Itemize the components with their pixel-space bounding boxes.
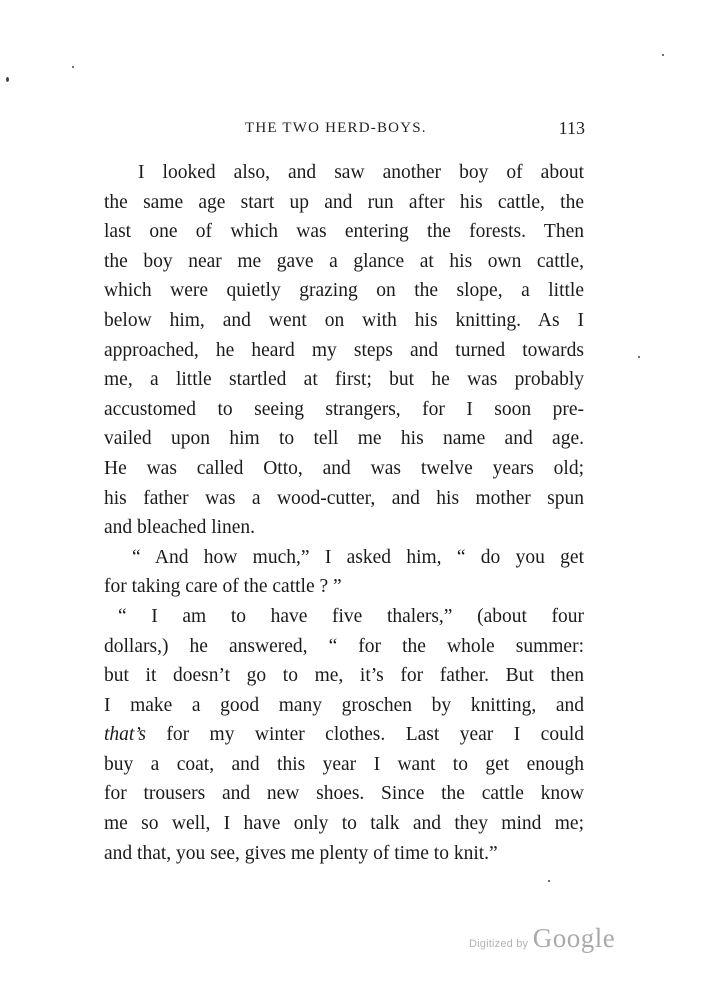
text-line: “ I am to have five thalers,” (about four bbox=[118, 605, 584, 627]
text-line: but it doesn’t go to me, it’s for father. But then bbox=[104, 665, 584, 687]
text-line-with-italic bbox=[104, 720, 584, 750]
text-line: I looked also, and saw another boy of about bbox=[138, 162, 584, 183]
text-line: for taking care of the cattle ? ” bbox=[104, 576, 342, 598]
scan-speck bbox=[638, 356, 640, 358]
scan-speck bbox=[6, 77, 9, 82]
scan-speck bbox=[548, 880, 550, 882]
text-line: me so well, I have only to talk and they mind me; bbox=[104, 813, 584, 835]
text-line: approached, he heard my steps and turned towards bbox=[104, 339, 584, 361]
google-brand: Google bbox=[532, 923, 616, 953]
text-line: I make a good many groschen by knitting, and bbox=[104, 694, 584, 716]
text-line: He was called Otto, and was twelve years old; bbox=[104, 457, 584, 479]
text-line: his father was a wood-cutter, and his mother spun bbox=[104, 487, 584, 509]
running-head bbox=[105, 116, 585, 140]
page-number: 113 bbox=[558, 118, 585, 138]
text-line: “ And how much,” I asked him, “ do you get bbox=[132, 546, 584, 568]
text-line: vailed upon him to tell me his name and age. bbox=[104, 428, 584, 450]
running-title: THE TWO HERD-BOYS. bbox=[245, 120, 427, 136]
text-line: the same age start up and run after his cattle, the bbox=[104, 191, 584, 213]
text-line: and that, you see, gives me plenty of time to knit.” bbox=[104, 842, 498, 864]
text-line: and bleached linen. bbox=[104, 517, 256, 539]
digitized-watermark bbox=[469, 923, 615, 954]
text-line: last one of which was entering the forests. Then bbox=[104, 221, 584, 243]
digitized-prefix: Digitized by bbox=[469, 938, 529, 950]
scan-speck bbox=[72, 66, 74, 68]
text-line: accustomed to seeing strangers, for I soon pre- bbox=[104, 398, 584, 420]
text-line-rest: for my winter clothes. Last year I could bbox=[166, 724, 584, 746]
text-line: buy a coat, and this year I want to get enough bbox=[104, 753, 584, 775]
text-line: which were quietly grazing on the slope, a little bbox=[104, 280, 584, 302]
text-line: for trousers and new shoes. Since the cattle know bbox=[104, 783, 584, 805]
text-line: me, a little startled at first; but he was probably bbox=[104, 369, 584, 391]
text-line: below him, and went on with his knitting. As I bbox=[104, 309, 584, 331]
text-line: the boy near me gave a glance at his own cattle, bbox=[104, 250, 584, 272]
text-line: dollars,) he answered, “ for the whole summer: bbox=[104, 635, 584, 657]
italic-word: that’s bbox=[104, 724, 146, 746]
scan-speck bbox=[662, 54, 664, 56]
body-text bbox=[104, 158, 584, 868]
